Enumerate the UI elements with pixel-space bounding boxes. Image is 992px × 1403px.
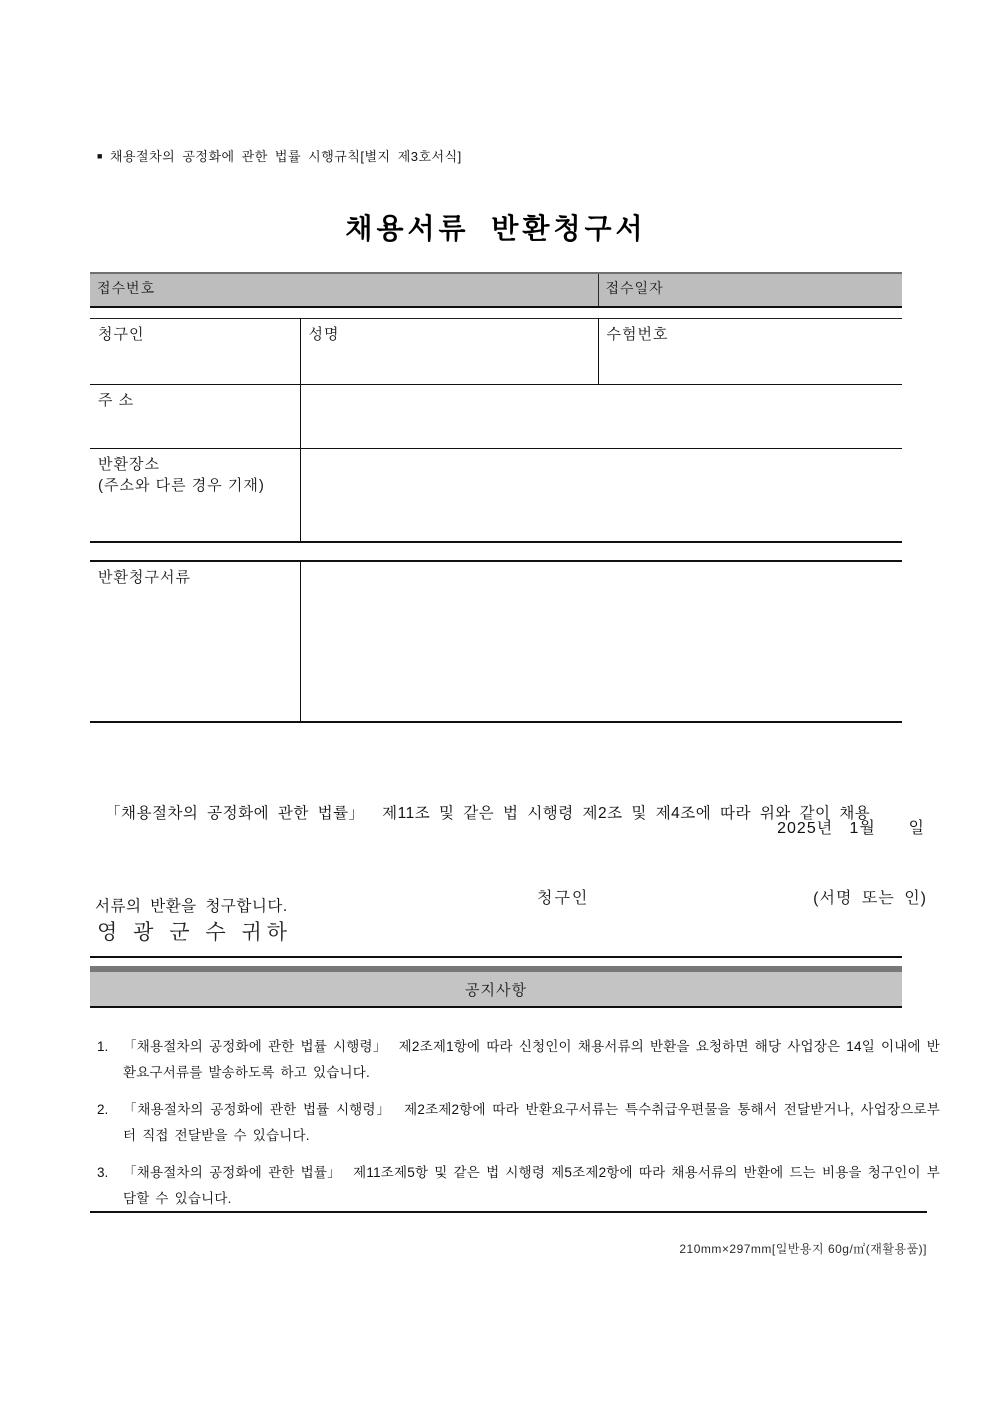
notice-header: [90, 972, 902, 1008]
claimant-label: 청구인: [98, 326, 145, 343]
return-place-label-cell: [90, 449, 300, 542]
return-place-sub-label: (주소와 다른 경우 기재): [98, 477, 265, 494]
notice-item-2-number: 2.: [97, 1102, 109, 1117]
documents-label: 반환청구서류: [98, 569, 191, 586]
return-place-label: 반환장소: [98, 456, 160, 473]
notice-header-bar: [90, 966, 902, 1008]
receipt-no-label: 접수번호: [97, 280, 156, 296]
documents-table: [90, 560, 902, 723]
notice-header-label: 공지사항: [465, 981, 527, 999]
bottom-rule: [90, 1211, 927, 1213]
notice-item-1-number: 1.: [97, 1039, 109, 1054]
address-label-cell: [90, 385, 300, 449]
notice-item-3-text: 「채용절차의 공정화에 관한 법률」 제11조제5항 및 같은 법 시행령 제5조제2항에 따라 채용서류의 반환에 드는 비용을 청구인이 부담할 수 있습니다.: [123, 1165, 940, 1206]
address-input-cell[interactable]: [300, 385, 902, 449]
declaration-paragraph: [95, 736, 930, 984]
square-bullet-icon: ■: [97, 151, 103, 161]
applicant-table: [90, 318, 902, 543]
claimant-row: [90, 319, 902, 385]
notice-item-1: [97, 1034, 940, 1086]
name-input-cell[interactable]: [300, 319, 598, 385]
name-label: 성명: [308, 326, 340, 343]
notice-item-1-text: 「채용절차의 공정화에 관한 법률 시행령」 제2조제1항에 따라 신청인이 채용서류의 반환을 요청하면 해당 사업장은 14일 이내에 반환요구서류를 발송하도록 하고 있습니다.: [123, 1039, 940, 1080]
notice-list: [97, 1034, 940, 1223]
receipt-row: [90, 273, 902, 307]
claimant-signature-label: 청구인: [537, 890, 590, 907]
claimant-label-cell: [90, 319, 300, 385]
notice-item-3-number: 3.: [97, 1165, 109, 1180]
declaration-line2: 서류의 반환을 청구합니다.: [95, 898, 288, 915]
receipt-date-cell[interactable]: [598, 273, 902, 307]
address-label: 주 소: [98, 392, 135, 409]
exam-no-label: 수험번호: [606, 326, 669, 343]
paper-spec-footer: 210mm×297mm[일반용지 60g/㎡(재활용품)]: [679, 1242, 927, 1256]
return-place-input-cell[interactable]: [300, 449, 902, 542]
receipt-date-label: 접수일자: [605, 280, 664, 296]
regulation-note: [97, 146, 462, 165]
exam-no-input-cell[interactable]: [598, 319, 902, 385]
receipt-no-cell[interactable]: [90, 273, 598, 307]
regulation-note-text: 채용절차의 공정화에 관한 법률 시행규칙[별지 제3호서식]: [109, 149, 462, 164]
declaration-line1: 「채용절차의 공정화에 관한 법률」 제11조 및 같은 법 시행령 제2조 및 제4조에 따라 위와 같이 채용: [105, 805, 871, 822]
signature-row: [0, 885, 992, 909]
notice-top-rule: [90, 956, 902, 958]
documents-row: [90, 561, 902, 722]
form-title: 채용서류 반환청구서: [345, 213, 647, 244]
return-place-row: [90, 449, 902, 542]
sign-or-seal-label[interactable]: (서명 또는 인): [813, 890, 927, 907]
notice-item-2-text: 「채용절차의 공정화에 관한 법률 시행령」 제2조제2항에 따라 반환요구서류는 특수취급우편물을 통해서 전달받거나, 사업장으로부터 직접 전달받을 수 있습니다.: [123, 1102, 940, 1143]
documents-label-cell: [90, 561, 300, 722]
address-row: [90, 385, 902, 449]
receipt-table: [90, 272, 902, 308]
notice-item-2: [97, 1097, 940, 1149]
date-line[interactable]: 2025년 1월 일: [777, 820, 925, 837]
notice-item-3: [97, 1160, 940, 1212]
addressee-line: 영 광 군 수 귀하: [97, 921, 293, 944]
documents-input-cell[interactable]: [300, 561, 902, 722]
